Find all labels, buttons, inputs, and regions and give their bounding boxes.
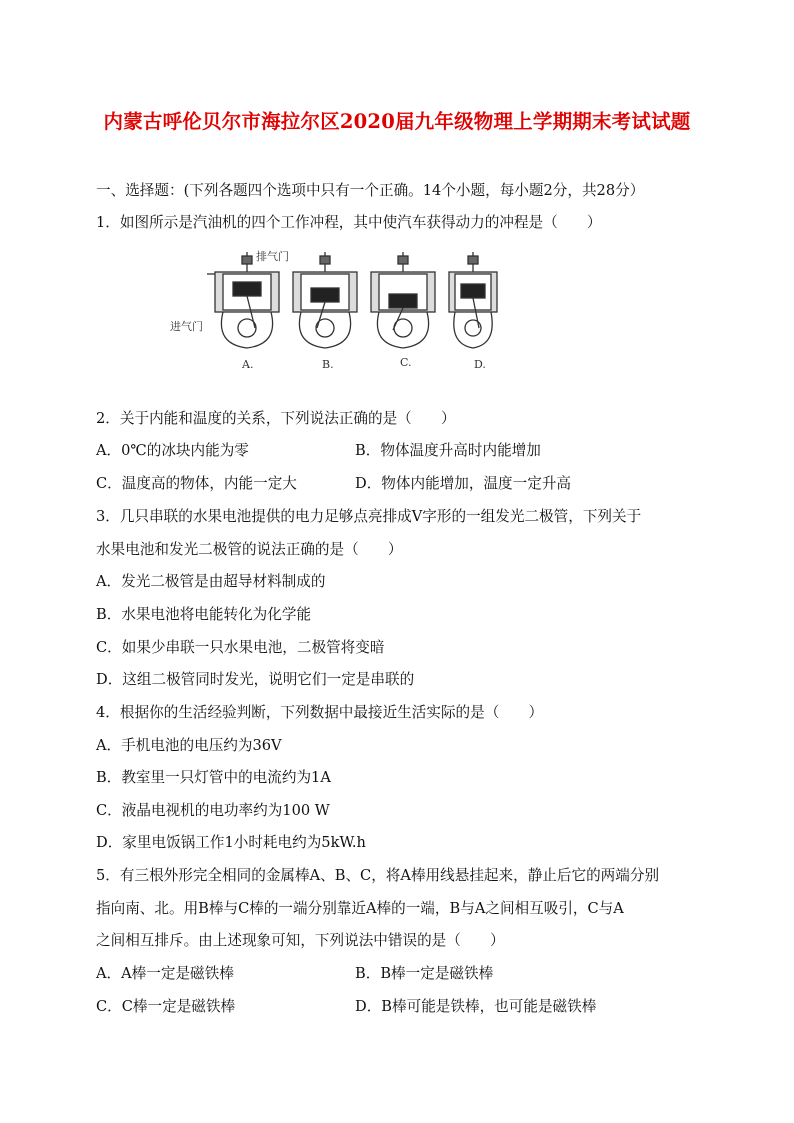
q4-option-b: B．教室里一只灯管中的电流约为1A	[96, 769, 331, 786]
q5-option-a: A．A棒一定是磁铁棒	[96, 965, 234, 982]
q4-option-a: A．手机电池的电压约为36V	[96, 737, 282, 754]
q2-option-d: D．物体内能增加，温度一定升高	[355, 475, 572, 492]
q4-stem: 4．根据你的生活经验判断，下列数据中最接近生活实际的是（ ）	[96, 704, 544, 721]
caption-c: C.	[400, 356, 412, 369]
caption-b: B.	[322, 358, 334, 371]
q3-option-a: A．发光二极管是由超导材料制成的	[96, 573, 326, 590]
engine-d-diagram	[449, 252, 497, 348]
q2-option-a: A．0℃的冰块内能为零	[96, 442, 249, 459]
q1-stem: 1．如图所示是汽油机的四个工作冲程，其中使汽车获得动力的冲程是（ ）	[96, 214, 602, 231]
doc-title: 内蒙古呼伦贝尔市海拉尔区2020届九年级物理上学期期末考试试题	[103, 110, 691, 133]
engine-a-diagram	[207, 252, 279, 348]
q3-option-b: B．水果电池将电能转化为化学能	[96, 606, 312, 623]
engine-strokes-figure	[170, 244, 500, 378]
q3-stem-line1: 3．几只串联的水果电池提供的电力足够点亮排成V字形的一组发光二极管，下列关于	[96, 508, 642, 525]
q2-option-c: C．温度高的物体，内能一定大	[96, 475, 297, 492]
engine-b-diagram	[293, 252, 357, 348]
q5-stem-line3: 之间相互排斥。由上述现象可知，下列说法中错误的是（ ）	[96, 932, 505, 949]
exhaust-valve-label: 排气门	[256, 250, 289, 263]
q3-option-d: D．这组二极管同时发光，说明它们一定是串联的	[96, 671, 415, 688]
q5-stem-line2: 指向南、北。用B棒与C棒的一端分别靠近A棒的一端，B与A之间相互吸引，C与A	[96, 900, 624, 917]
section-header: 一、选择题：(下列各题四个选项中只有一个正确。14个小题，每小题2分，共28分）	[96, 182, 645, 199]
q5-option-b: B．B棒一定是磁铁棒	[355, 965, 494, 982]
caption-d: D.	[474, 358, 486, 371]
q5-option-c: C．C棒一定是磁铁棒	[96, 998, 236, 1015]
q2-stem: 2．关于内能和温度的关系，下列说法正确的是（ ）	[96, 410, 456, 427]
engine-c-diagram	[371, 252, 435, 348]
q4-option-c: C．液晶电视机的电功率约为100 W	[96, 802, 330, 819]
q3-option-c: C．如果少串联一只水果电池，二极管将变暗	[96, 639, 385, 656]
q5-option-d: D．B棒可能是铁棒，也可能是磁铁棒	[355, 998, 597, 1015]
q4-option-d: D．家里电饭锅工作1小时耗电约为5kW.h	[96, 834, 366, 851]
q5-stem-line1: 5．有三根外形完全相同的金属棒A、B、C，将A棒用线悬挂起来，静止后它的两端分别	[96, 867, 660, 884]
intake-valve-label: 进气门	[170, 320, 203, 333]
q3-stem-line2: 水果电池和发光二极管的说法正确的是（ ）	[96, 541, 403, 558]
caption-a: A.	[242, 358, 254, 371]
q2-option-b: B．物体温度升高时内能增加	[355, 442, 541, 459]
